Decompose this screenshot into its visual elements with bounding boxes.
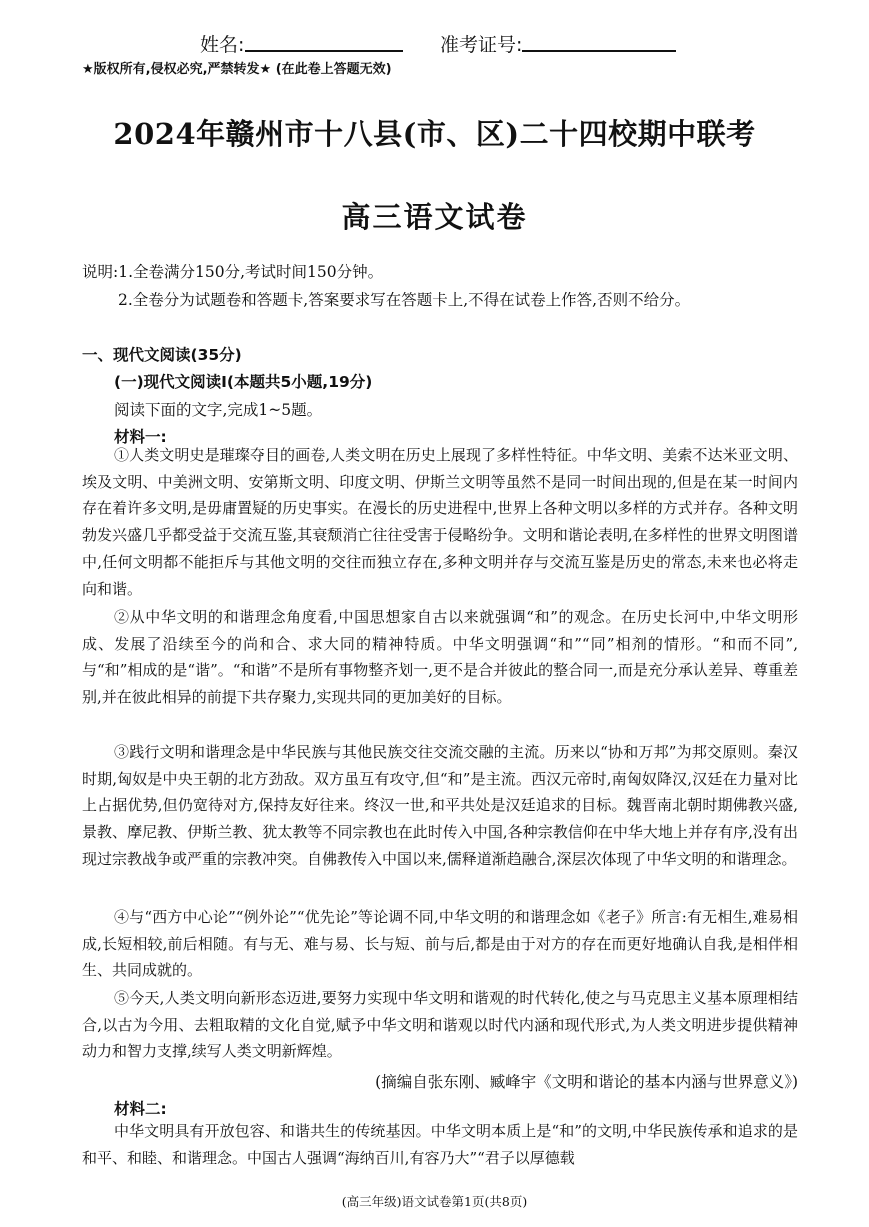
paragraph-2: ②从中华文明的和谐理念角度看,中国思想家自古以来就强调“和”的观念。在历史长河中,中华文明形成、发展了沿续至今的尚和合、求大同的精神特质。中华文明强调“和”“同”相剂的情形。“和而不同”,与“和”相成的是“谐”。“和谐”不是所有事物整齐划一,更不是合并彼此的整合同一,而是充分承认差异、尊重差别,并在彼此相异的前提下共存聚力,实现共同的更加美好的目标。 [82, 608, 798, 707]
material-two-paragraph: 中华文明具有开放包容、和谐共生的传统基因。中华文明本质上是“和”的文明,中华民族传承和追求的是和平、和睦、和谐理念。中国古人强调“海纳百川,有容乃大”“君子以厚德载 [82, 1122, 798, 1167]
paragraph-1: ①人类文明史是璀璨夺目的画卷,人类文明在历史上展现了多样性特征。中华文明、美索不达米亚文明、埃及文明、中美洲文明、安第斯文明、印度文明、伊斯兰文明等虽然不是同一时间出现的,但是在某一时间内存在着许多文明,是毋庸置疑的历史事实。在漫长的历史进程中,世界上各种文明以多样的方式并存。各种文明勃发兴盛几乎都受益于交流互鉴,其衰颓消亡往往受害于侵略纷争。文明和谐论表明,在多样性的世界文明图谱中,任何文明都不能拒斥与其他文明的交往而独立存在,多种文明并存与交流互鉴是历史的常态,未来也必将走向和谐。 [82, 446, 798, 598]
exam-subtitle: 高三语文试卷 [341, 200, 528, 234]
exam-number-blank [522, 50, 676, 52]
material-two-label: 材料二: [114, 1100, 167, 1118]
paragraph-4: ④与“西方中心论”“例外论”“优先论”等论调不同,中华文明的和谐理念如《老子》所言:有无相生,难易相成,长短相较,前后相随。有与无、难与易、长与短、前与后,都是由于对方的存在而更好地确认自我,是相伴相生、共同成就的。 [82, 908, 798, 980]
instruction-line-2: 2.全卷分为试题卷和答题卡,答案要求写在答题卡上,不得在试卷上作答,否则不给分。 [118, 291, 691, 309]
instruction-line-1: 说明:1.全卷满分150分,考试时间150分钟。 [82, 263, 384, 281]
source-citation: (摘编自张东刚、臧峰宇《文明和谐论的基本内涵与世界意义》) [375, 1073, 798, 1091]
paragraph-5: ⑤今天,人类文明向新形态迈进,要努力实现中华文明和谐观的时代转化,使之与马克思主义基本原理相结合,以古为今用、去粗取精的文化自觉,赋予中华文明和谐观以时代内涵和现代形式,为人类文明进步提供精神动力和智力支撑,续写人类文明新辉煌。 [82, 989, 798, 1061]
name-label: 姓名: [200, 34, 245, 56]
page-footer: (高三年级)语文试卷第1页(共8页) [341, 1194, 528, 1209]
material-one-label: 材料一: [114, 428, 167, 446]
exam-title: 2024年赣州市十八县(市、区)二十四校期中联考 [113, 117, 756, 151]
section-heading: 一、现代文阅读(35分) [82, 346, 242, 364]
candidate-info [200, 30, 700, 56]
task-instruction: 阅读下面的文字,完成1~5题。 [114, 401, 323, 419]
paragraph-3: ③践行文明和谐理念是中华民族与其他民族交往交流交融的主流。历来以“协和万邦”为邦交原则。秦汉时期,匈奴是中央王朝的北方劲敌。双方虽互有攻守,但“和”是主流。西汉元帝时,南匈奴降汉,汉廷在力量对比上占据优势,但仍宽待对方,保持友好往来。终汉一世,和平共处是汉廷追求的目标。魏晋南北朝时期佛教兴盛,景教、摩尼教、伊斯兰教、犹太教等不同宗教也在此时传入中国,各种宗教信仰在中华大地上并存有序,没有出现过宗教战争或严重的宗教冲突。自佛教传入中国以来,儒释道渐趋融合,深层次体现了中华文明的和谐理念。 [82, 743, 798, 868]
copyright-notice: ★版权所有,侵权必究,严禁转发★ (在此卷上答题无效) [82, 62, 392, 77]
name-blank [245, 50, 403, 52]
exam-number-label: 准考证号: [440, 34, 523, 56]
sub-section-heading: (一)现代文阅读Ⅰ(本题共5小题,19分) [114, 373, 373, 391]
